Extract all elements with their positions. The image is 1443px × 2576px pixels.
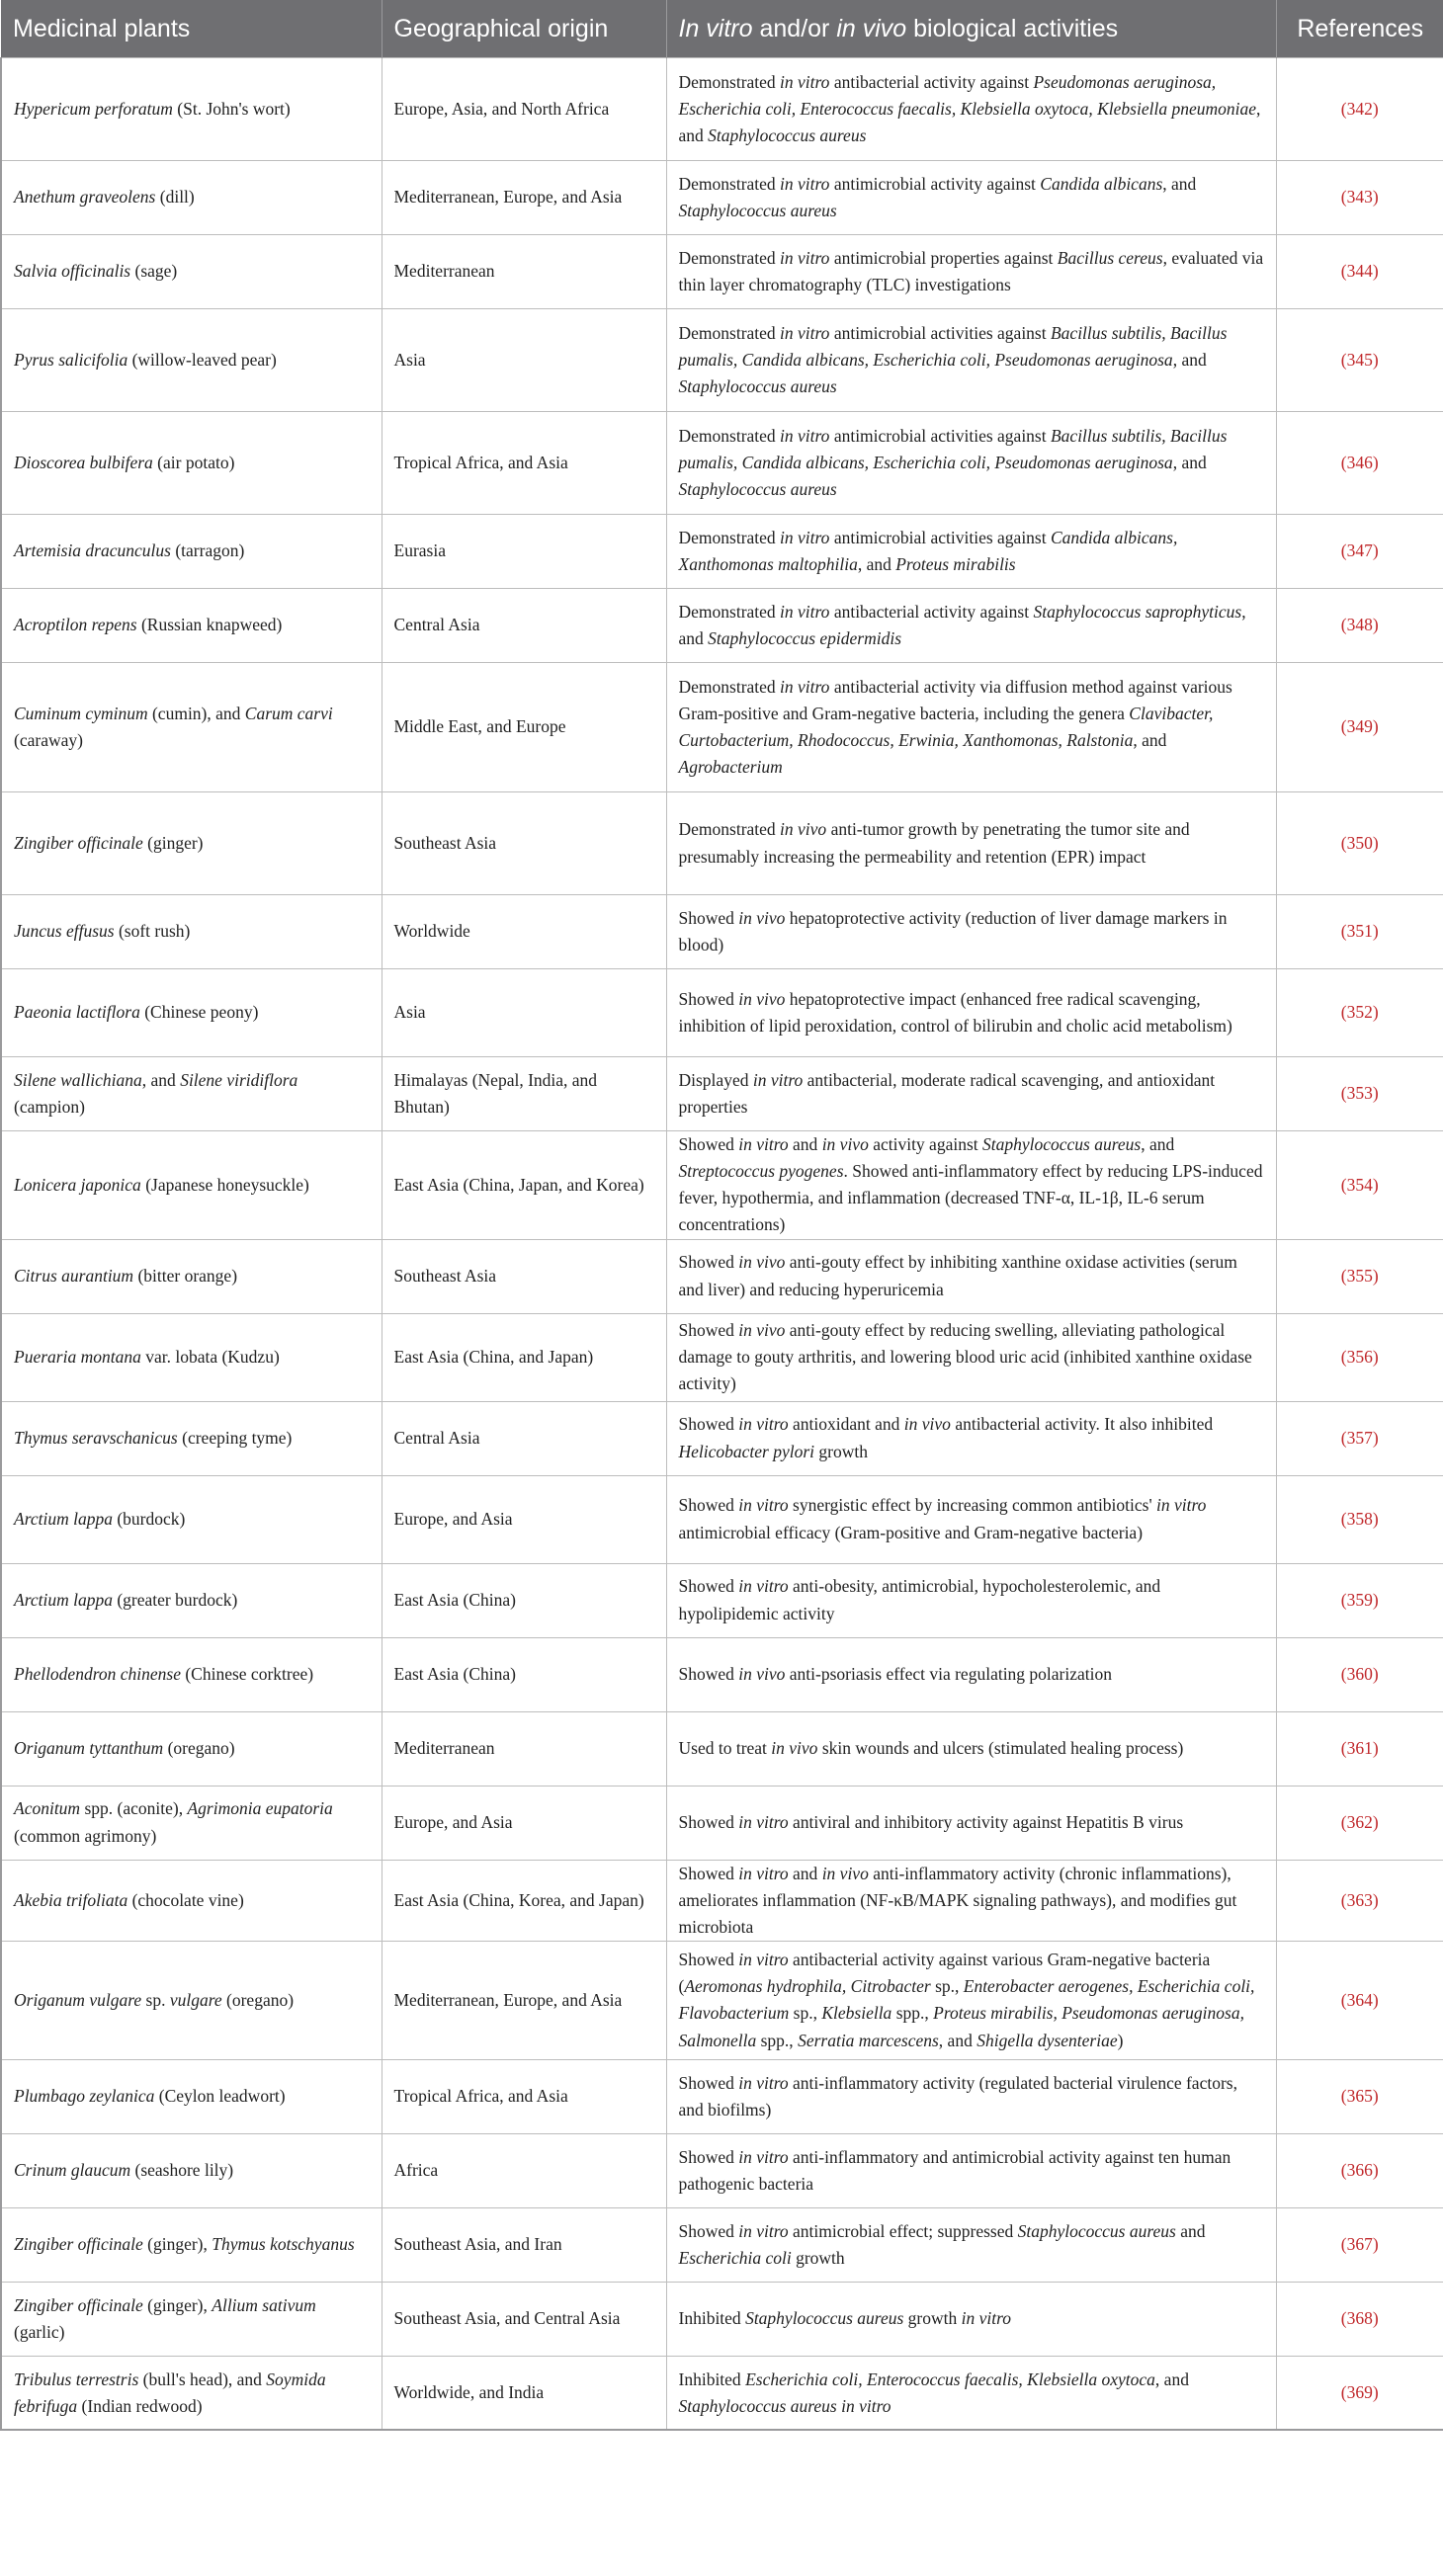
cell-geographical-origin: Southeast Asia <box>382 1239 666 1313</box>
cell-reference-link[interactable]: (355) <box>1276 1239 1443 1313</box>
cell-biological-activity: Showed in vivo hepatoprotective impact (enhanced free radical scavenging, inhibition of lipid peroxidation, control of bilirubin and cholic acid metabolism) <box>666 969 1276 1057</box>
table-row <box>1 2282 1443 2356</box>
cell-geographical-origin: Eurasia <box>382 515 666 589</box>
header-medicinal-plants: Medicinal plants <box>1 0 382 58</box>
cell-geographical-origin: Mediterranean, Europe, and Asia <box>382 161 666 235</box>
cell-medicinal-plant: Paeonia lactiflora (Chinese peony) <box>1 969 382 1057</box>
cell-reference-link[interactable]: (365) <box>1276 2059 1443 2133</box>
cell-biological-activity: Demonstrated in vitro antimicrobial activity against Candida albicans, and Staphylococcus aureus <box>666 161 1276 235</box>
cell-biological-activity: Showed in vivo anti-psoriasis effect via regulating polarization <box>666 1637 1276 1711</box>
table-header-row <box>1 0 1443 58</box>
cell-biological-activity: Showed in vitro antiviral and inhibitory activity against Hepatitis B virus <box>666 1786 1276 1860</box>
cell-geographical-origin: Mediterranean <box>382 235 666 309</box>
cell-medicinal-plant: Anethum graveolens (dill) <box>1 161 382 235</box>
cell-biological-activity: Demonstrated in vitro antibacterial activity against Staphylococcus saprophyticus, and Staphylococcus epidermidis <box>666 589 1276 663</box>
cell-medicinal-plant: Thymus seravschanicus (creeping tyme) <box>1 1401 382 1475</box>
cell-geographical-origin: Europe, and Asia <box>382 1475 666 1563</box>
cell-medicinal-plant: Citrus aurantium (bitter orange) <box>1 1239 382 1313</box>
cell-reference-link[interactable]: (350) <box>1276 792 1443 895</box>
cell-geographical-origin: Central Asia <box>382 1401 666 1475</box>
cell-medicinal-plant: Lonicera japonica (Japanese honeysuckle) <box>1 1131 382 1240</box>
cell-reference-link[interactable]: (353) <box>1276 1057 1443 1131</box>
cell-geographical-origin: Tropical Africa, and Asia <box>382 412 666 515</box>
cell-reference-link[interactable]: (343) <box>1276 161 1443 235</box>
cell-reference-link[interactable]: (347) <box>1276 515 1443 589</box>
cell-geographical-origin: Southeast Asia, and Central Asia <box>382 2282 666 2356</box>
cell-geographical-origin: Himalayas (Nepal, India, and Bhutan) <box>382 1057 666 1131</box>
table-row <box>1 2356 1443 2430</box>
table-row <box>1 2133 1443 2207</box>
cell-medicinal-plant: Pueraria montana var. lobata (Kudzu) <box>1 1313 382 1401</box>
cell-reference-link[interactable]: (357) <box>1276 1401 1443 1475</box>
cell-reference-link[interactable]: (348) <box>1276 589 1443 663</box>
table-row <box>1 412 1443 515</box>
cell-medicinal-plant: Akebia trifoliata (chocolate vine) <box>1 1860 382 1941</box>
cell-biological-activity: Showed in vivo hepatoprotective activity (reduction of liver damage markers in blood) <box>666 895 1276 969</box>
cell-medicinal-plant: Crinum glaucum (seashore lily) <box>1 2133 382 2207</box>
cell-medicinal-plant: Artemisia dracunculus (tarragon) <box>1 515 382 589</box>
cell-reference-link[interactable]: (342) <box>1276 58 1443 161</box>
cell-geographical-origin: Central Asia <box>382 589 666 663</box>
cell-reference-link[interactable]: (362) <box>1276 1786 1443 1860</box>
cell-geographical-origin: Africa <box>382 2133 666 2207</box>
cell-medicinal-plant: Plumbago zeylanica (Ceylon leadwort) <box>1 2059 382 2133</box>
table-row <box>1 663 1443 792</box>
cell-medicinal-plant: Origanum tyttanthum (oregano) <box>1 1711 382 1786</box>
table-row <box>1 1786 1443 1860</box>
cell-biological-activity: Demonstrated in vitro antimicrobial properties against Bacillus cereus, evaluated via thin layer chromatography (TLC) investigations <box>666 235 1276 309</box>
cell-geographical-origin: East Asia (China) <box>382 1563 666 1637</box>
cell-medicinal-plant: Phellodendron chinense (Chinese corktree) <box>1 1637 382 1711</box>
table-row <box>1 1057 1443 1131</box>
cell-biological-activity: Demonstrated in vitro antimicrobial activities against Bacillus subtilis, Bacillus pumalis, Candida albicans, Escherichia coli, Pseudomonas aeruginosa, and Staphylococcus aureus <box>666 309 1276 412</box>
table-row <box>1 1563 1443 1637</box>
table-row <box>1 309 1443 412</box>
cell-biological-activity: Demonstrated in vitro antimicrobial activities against Candida albicans, Xanthomonas maltophilia, and Proteus mirabilis <box>666 515 1276 589</box>
cell-reference-link[interactable]: (369) <box>1276 2356 1443 2430</box>
cell-medicinal-plant: Salvia officinalis (sage) <box>1 235 382 309</box>
cell-medicinal-plant: Zingiber officinale (ginger), Allium sativum (garlic) <box>1 2282 382 2356</box>
cell-geographical-origin: Southeast Asia, and Iran <box>382 2207 666 2282</box>
cell-geographical-origin: Southeast Asia <box>382 792 666 895</box>
cell-medicinal-plant: Zingiber officinale (ginger), Thymus kotschyanus <box>1 2207 382 2282</box>
table-row <box>1 161 1443 235</box>
cell-biological-activity: Showed in vivo anti-gouty effect by reducing swelling, alleviating pathological damage to gouty arthritis, and lowering blood uric acid (inhibited xanthine oxidase activity) <box>666 1313 1276 1401</box>
cell-reference-link[interactable]: (363) <box>1276 1860 1443 1941</box>
cell-reference-link[interactable]: (351) <box>1276 895 1443 969</box>
cell-biological-activity: Used to treat in vivo skin wounds and ulcers (stimulated healing process) <box>666 1711 1276 1786</box>
table-row <box>1 515 1443 589</box>
table-row <box>1 895 1443 969</box>
cell-biological-activity: Demonstrated in vivo anti-tumor growth by penetrating the tumor site and presumably increasing the permeability and retention (EPR) impact <box>666 792 1276 895</box>
cell-geographical-origin: East Asia (China, and Japan) <box>382 1313 666 1401</box>
table-row <box>1 589 1443 663</box>
header-biological-activities: In vitro and/or in vivo biological activities <box>666 0 1276 58</box>
cell-biological-activity: Showed in vitro antimicrobial effect; suppressed Staphylococcus aureus and Escherichia coli growth <box>666 2207 1276 2282</box>
table-row <box>1 1313 1443 1401</box>
table-row <box>1 1131 1443 1240</box>
table-row <box>1 1401 1443 1475</box>
cell-biological-activity: Showed in vitro anti-obesity, antimicrobial, hypocholesterolemic, and hypolipidemic activity <box>666 1563 1276 1637</box>
cell-biological-activity: Showed in vitro antibacterial activity against various Gram-negative bacteria (Aeromonas hydrophila, Citrobacter sp., Enterobacter aerogenes, Escherichia coli, Flavobacterium sp., Klebsiella spp., Proteus mirabilis, Pseudomonas aeruginosa, Salmonella spp., Serratia marcescens, and Shigella dysenteriae) <box>666 1941 1276 2059</box>
table-row <box>1 1475 1443 1563</box>
cell-medicinal-plant: Juncus effusus (soft rush) <box>1 895 382 969</box>
cell-geographical-origin: Asia <box>382 309 666 412</box>
cell-geographical-origin: Worldwide <box>382 895 666 969</box>
cell-reference-link[interactable]: (345) <box>1276 309 1443 412</box>
cell-biological-activity: Demonstrated in vitro antibacterial activity via diffusion method against various Gram-positive and Gram-negative bacteria, including the genera Clavibacter, Curtobacterium, Rhodococcus, Erwinia, Xanthomonas, Ralstonia, and Agrobacterium <box>666 663 1276 792</box>
cell-biological-activity: Showed in vitro synergistic effect by increasing common antibiotics' in vitro antimicrobial efficacy (Gram-positive and Gram-negative bacteria) <box>666 1475 1276 1563</box>
cell-reference-link[interactable]: (346) <box>1276 412 1443 515</box>
cell-medicinal-plant: Hypericum perforatum (St. John's wort) <box>1 58 382 161</box>
cell-reference-link[interactable]: (364) <box>1276 1941 1443 2059</box>
cell-geographical-origin: Worldwide, and India <box>382 2356 666 2430</box>
cell-medicinal-plant: Zingiber officinale (ginger) <box>1 792 382 895</box>
cell-geographical-origin: East Asia (China, Korea, and Japan) <box>382 1860 666 1941</box>
cell-biological-activity: Displayed in vitro antibacterial, moderate radical scavenging, and antioxidant properties <box>666 1057 1276 1131</box>
cell-biological-activity: Showed in vitro and in vivo activity against Staphylococcus aureus, and Streptococcus pyogenes. Showed anti-inflammatory effect by reducing LPS-induced fever, hypothermia, and inflammation (decreased TNF-α, IL-1β, IL-6 serum concentrations) <box>666 1131 1276 1240</box>
header-geographical-origin: Geographical origin <box>382 0 666 58</box>
cell-medicinal-plant: Tribulus terrestris (bull's head), and Soymida febrifuga (Indian redwood) <box>1 2356 382 2430</box>
cell-reference-link[interactable]: (352) <box>1276 969 1443 1057</box>
cell-geographical-origin: East Asia (China, Japan, and Korea) <box>382 1131 666 1240</box>
cell-biological-activity: Inhibited Escherichia coli, Enterococcus faecalis, Klebsiella oxytoca, and Staphylococcus aureus in vitro <box>666 2356 1276 2430</box>
cell-geographical-origin: Mediterranean, Europe, and Asia <box>382 1941 666 2059</box>
cell-reference-link[interactable]: (367) <box>1276 2207 1443 2282</box>
cell-reference-link[interactable]: (359) <box>1276 1563 1443 1637</box>
cell-biological-activity: Showed in vitro anti-inflammatory activity (regulated bacterial virulence factors, and biofilms) <box>666 2059 1276 2133</box>
table-row <box>1 1711 1443 1786</box>
cell-biological-activity: Demonstrated in vitro antibacterial activity against Pseudomonas aeruginosa, Escherichia coli, Enterococcus faecalis, Klebsiella oxytoca, Klebsiella pneumoniae, and Staphylococcus aureus <box>666 58 1276 161</box>
cell-geographical-origin: Europe, Asia, and North Africa <box>382 58 666 161</box>
cell-geographical-origin: Asia <box>382 969 666 1057</box>
cell-reference-link[interactable]: (344) <box>1276 235 1443 309</box>
table-row <box>1 969 1443 1057</box>
cell-reference-link[interactable]: (356) <box>1276 1313 1443 1401</box>
cell-biological-activity: Showed in vivo anti-gouty effect by inhibiting xanthine oxidase activities (serum and liver) and reducing hyperuricemia <box>666 1239 1276 1313</box>
header-references: References <box>1276 0 1443 58</box>
table-row <box>1 1941 1443 2059</box>
cell-geographical-origin: Mediterranean <box>382 1711 666 1786</box>
table-row <box>1 1239 1443 1313</box>
table-row <box>1 2207 1443 2282</box>
table-row <box>1 1860 1443 1941</box>
table-row <box>1 235 1443 309</box>
cell-medicinal-plant: Dioscorea bulbifera (air potato) <box>1 412 382 515</box>
cell-medicinal-plant: Pyrus salicifolia (willow-leaved pear) <box>1 309 382 412</box>
cell-biological-activity: Showed in vitro antioxidant and in vivo antibacterial activity. It also inhibited Helicobacter pylori growth <box>666 1401 1276 1475</box>
cell-biological-activity: Showed in vitro anti-inflammatory and antimicrobial activity against ten human pathogenic bacteria <box>666 2133 1276 2207</box>
cell-geographical-origin: Tropical Africa, and Asia <box>382 2059 666 2133</box>
table-row <box>1 58 1443 161</box>
cell-reference-link[interactable]: (354) <box>1276 1131 1443 1240</box>
cell-reference-link[interactable]: (366) <box>1276 2133 1443 2207</box>
cell-medicinal-plant: Arctium lappa (burdock) <box>1 1475 382 1563</box>
cell-reference-link[interactable]: (358) <box>1276 1475 1443 1563</box>
cell-reference-link[interactable]: (368) <box>1276 2282 1443 2356</box>
cell-medicinal-plant: Arctium lappa (greater burdock) <box>1 1563 382 1637</box>
table-row <box>1 1637 1443 1711</box>
cell-geographical-origin: Europe, and Asia <box>382 1786 666 1860</box>
cell-medicinal-plant: Silene wallichiana, and Silene viridiflora (campion) <box>1 1057 382 1131</box>
cell-medicinal-plant: Aconitum spp. (aconite), Agrimonia eupatoria (common agrimony) <box>1 1786 382 1860</box>
cell-geographical-origin: East Asia (China) <box>382 1637 666 1711</box>
cell-biological-activity: Showed in vitro and in vivo anti-inflammatory activity (chronic inflammations), ameliorates inflammation (NF-κB/MAPK signaling pathways), and modifies gut microbiota <box>666 1860 1276 1941</box>
table-row <box>1 2059 1443 2133</box>
cell-reference-link[interactable]: (361) <box>1276 1711 1443 1786</box>
cell-biological-activity: Demonstrated in vitro antimicrobial activities against Bacillus subtilis, Bacillus pumalis, Candida albicans, Escherichia coli, Pseudomonas aeruginosa, and Staphylococcus aureus <box>666 412 1276 515</box>
table-row <box>1 792 1443 895</box>
cell-medicinal-plant: Cuminum cyminum (cumin), and Carum carvi (caraway) <box>1 663 382 792</box>
cell-medicinal-plant: Acroptilon repens (Russian knapweed) <box>1 589 382 663</box>
cell-reference-link[interactable]: (349) <box>1276 663 1443 792</box>
cell-geographical-origin: Middle East, and Europe <box>382 663 666 792</box>
cell-biological-activity: Inhibited Staphylococcus aureus growth in vitro <box>666 2282 1276 2356</box>
cell-reference-link[interactable]: (360) <box>1276 1637 1443 1711</box>
cell-medicinal-plant: Origanum vulgare sp. vulgare (oregano) <box>1 1941 382 2059</box>
